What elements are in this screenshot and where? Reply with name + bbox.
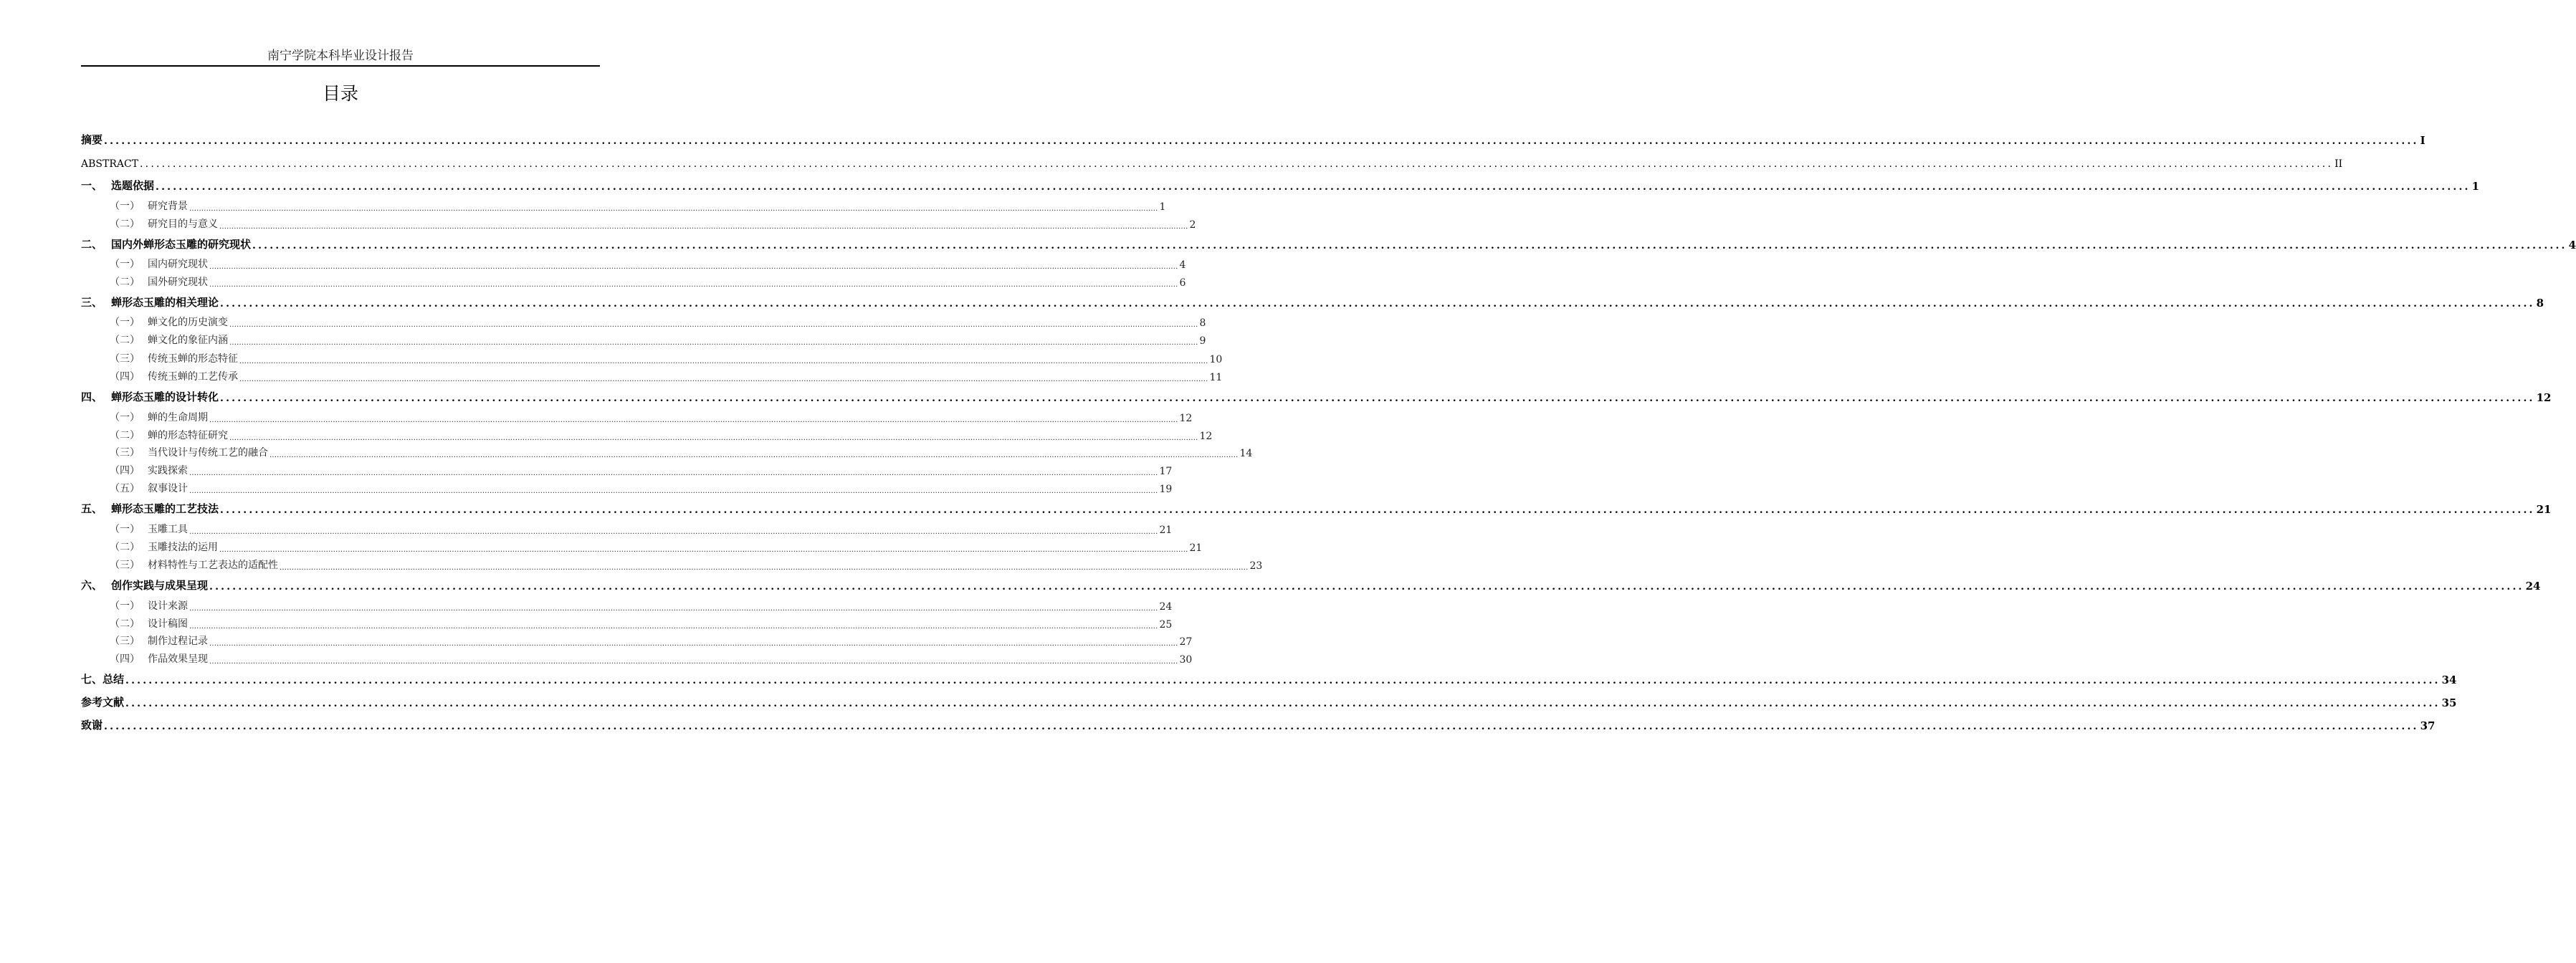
toc-entry-label: 蝉的形态特征研究 xyxy=(148,430,228,441)
toc-page-number: 17 xyxy=(1159,466,1173,477)
toc-page-number: 8 xyxy=(2536,297,2544,310)
toc-entry-label: 七、总结 xyxy=(81,673,125,686)
toc-entry[interactable] xyxy=(81,632,1193,648)
toc-dot-leader: ................................................................................................................................................................................................................................................................................................................................................................................................................ xyxy=(239,375,1208,383)
toc-entry-label: 国内研究现状 xyxy=(148,259,208,270)
toc-dot-leader: ................................................................................................................................................................................................................................................................................................................................................................................................................ xyxy=(189,205,1158,213)
toc-page-number: 35 xyxy=(2441,696,2457,709)
toc-entry-number: （一） xyxy=(110,201,140,212)
toc-entry-label: 设计稿图 xyxy=(148,618,188,630)
toc-dot-leader: ................................................................................................................................................................................................................................................................................................................................................................................................................ xyxy=(209,640,1178,648)
toc-dot-leader: ................................................................................................................................................................................................................................................................................................................................................................................................................ xyxy=(189,605,1158,613)
toc-entry-label: 研究目的与意义 xyxy=(148,219,218,230)
toc-page-number: 25 xyxy=(1159,619,1173,631)
toc-entry[interactable] xyxy=(81,313,1206,329)
toc-entry-number: （二） xyxy=(110,618,140,630)
toc-page-number: 6 xyxy=(1179,277,1186,289)
toc-dot-leader: ................................................................................................................................................................................................................................................................................................................................................................................................................ xyxy=(220,393,2535,404)
toc-page-number: 21 xyxy=(1189,542,1203,554)
toc-entry-number: （四） xyxy=(110,465,140,476)
toc-entry-label: 摘要 xyxy=(81,133,103,146)
toc-dot-leader: ................................................................................................................................................................................................................................................................................................................................................................................................................ xyxy=(140,158,2334,170)
toc-dot-leader: ................................................................................................................................................................................................................................................................................................................................................................................................................ xyxy=(220,504,2535,516)
toc-dot-leader: ................................................................................................................................................................................................................................................................................................................................................................................................................ xyxy=(229,339,1198,347)
toc-entry[interactable] xyxy=(81,671,2457,686)
toc-entry-number: （四） xyxy=(110,653,140,665)
toc-entry[interactable] xyxy=(81,408,1193,424)
toc-entry-number: （一） xyxy=(110,600,140,612)
toc-dot-leader: ................................................................................................................................................................................................................................................................................................................................................................................................................ xyxy=(269,451,1239,459)
toc-dot-leader: ................................................................................................................................................................................................................................................................................................................................................................................................................ xyxy=(219,223,1188,231)
toc-entry-label: 制作过程记录 xyxy=(148,636,208,647)
toc-page-number: 23 xyxy=(1249,560,1263,572)
toc-page-number: 12 xyxy=(1199,431,1213,442)
toc-dot-leader: ................................................................................................................................................................................................................................................................................................................................................................................................................ xyxy=(189,469,1158,477)
toc-entry-number: 六、 xyxy=(81,579,103,592)
toc-page-number: 21 xyxy=(2536,503,2552,516)
toc-entry[interactable] xyxy=(81,236,2576,251)
toc-page-number: 37 xyxy=(2420,719,2436,732)
toc-entry[interactable] xyxy=(81,197,1166,213)
toc-entry[interactable] xyxy=(81,444,1253,459)
toc-entry[interactable] xyxy=(81,461,1173,477)
toc-entry-label: 国内外蝉形态玉雕的研究现状 xyxy=(111,238,252,251)
toc-page-number: 9 xyxy=(1199,335,1206,347)
toc-entry-number: （三） xyxy=(110,636,140,647)
toc-entry[interactable] xyxy=(81,650,1193,666)
toc-entry-number: （三） xyxy=(110,353,140,365)
toc-entry-number: （三） xyxy=(110,447,140,459)
toc-entry-number: （一） xyxy=(110,259,140,270)
toc-page-number: I xyxy=(2420,134,2425,147)
toc-page-number: 27 xyxy=(1179,636,1193,648)
toc-entry-label: 传统玉蝉的形态特征 xyxy=(148,353,238,365)
toc-entry[interactable] xyxy=(81,154,2343,170)
toc-page-number: 30 xyxy=(1179,654,1193,666)
toc-entry[interactable] xyxy=(81,556,1263,572)
toc-entry-label: 蝉形态玉雕的工艺技法 xyxy=(111,502,219,515)
toc-dot-leader: ................................................................................................................................................................................................................................................................................................................................................................................................................ xyxy=(189,623,1158,631)
toc-entry-label: 设计来源 xyxy=(148,600,188,612)
toc-entry[interactable] xyxy=(81,331,1206,347)
toc-entry[interactable] xyxy=(81,177,2480,193)
toc-entry-number: 二、 xyxy=(81,238,103,251)
toc-entry-number: （一） xyxy=(110,412,140,423)
toc-page-number: 11 xyxy=(1209,372,1223,383)
toc-dot-leader: ................................................................................................................................................................................................................................................................................................................................................................................................................ xyxy=(156,181,2471,193)
toc-entry[interactable] xyxy=(81,273,1186,289)
toc-entry-label: 实践探索 xyxy=(148,465,188,476)
toc-entry-label: 玉雕工具 xyxy=(148,524,188,535)
toc-dot-leader: ................................................................................................................................................................................................................................................................................................................................................................................................................ xyxy=(189,487,1158,495)
toc-title: 目录 xyxy=(322,83,358,104)
toc-dot-leader: ................................................................................................................................................................................................................................................................................................................................................................................................................ xyxy=(252,240,2567,251)
toc-entry[interactable] xyxy=(81,500,2552,516)
toc-page-number: 1 xyxy=(2471,180,2480,193)
toc-page-number: 34 xyxy=(2441,674,2457,686)
toc-dot-leader: ................................................................................................................................................................................................................................................................................................................................................................................................................ xyxy=(220,298,2535,310)
toc-entry-number: 三、 xyxy=(81,296,103,309)
toc-page-number: 21 xyxy=(1159,524,1173,536)
toc-entry[interactable] xyxy=(81,694,2457,709)
toc-entry-number: （二） xyxy=(110,430,140,441)
toc-entry-number: （一） xyxy=(110,317,140,328)
toc-entry-number: （二） xyxy=(110,219,140,230)
toc-page-number: 12 xyxy=(1179,413,1193,424)
toc-entry-label: 叙事设计 xyxy=(148,483,188,494)
toc-page-number: 12 xyxy=(2536,391,2552,404)
toc-entry[interactable] xyxy=(81,368,1223,383)
toc-entry[interactable] xyxy=(81,538,1203,554)
toc-entry[interactable] xyxy=(81,294,2544,310)
toc-entry-number: 四、 xyxy=(81,391,103,403)
toc-entry-label: 蝉文化的象征内涵 xyxy=(148,335,228,346)
toc-page-number: II xyxy=(2334,158,2343,170)
page-header: 南宁学院本科毕业设计报告 xyxy=(267,49,414,63)
toc-entry[interactable] xyxy=(81,597,1173,613)
toc-entry-number: （五） xyxy=(110,483,140,494)
toc-entry[interactable] xyxy=(81,615,1173,631)
toc-entry-number: （二） xyxy=(110,542,140,553)
toc-dot-leader: ................................................................................................................................................................................................................................................................................................................................................................................................................ xyxy=(104,135,2419,147)
toc-page-number: 4 xyxy=(1179,259,1186,271)
toc-entry[interactable] xyxy=(81,717,2436,732)
toc-entry-label: 蝉的生命周期 xyxy=(148,412,208,423)
toc-page-number: 10 xyxy=(1209,354,1223,365)
toc-dot-leader: ................................................................................................................................................................................................................................................................................................................................................................................................................ xyxy=(280,564,1249,572)
toc-entry-label: 材料特性与工艺表达的适配性 xyxy=(148,560,278,571)
toc-entry[interactable] xyxy=(81,350,1223,365)
toc-dot-leader: ................................................................................................................................................................................................................................................................................................................................................................................................................ xyxy=(209,581,2524,593)
toc-page-number: 19 xyxy=(1159,484,1173,495)
toc-dot-leader: ................................................................................................................................................................................................................................................................................................................................................................................................................ xyxy=(229,321,1198,329)
toc-entry-number: 一、 xyxy=(81,179,103,192)
toc-entry-label: 蝉形态玉雕的设计转化 xyxy=(111,391,219,403)
toc-dot-leader: ................................................................................................................................................................................................................................................................................................................................................................................................................ xyxy=(219,546,1188,554)
toc-dot-leader: ................................................................................................................................................................................................................................................................................................................................................................................................................ xyxy=(125,698,2441,709)
toc-entry-number: （二） xyxy=(110,335,140,346)
toc-dot-leader: ................................................................................................................................................................................................................................................................................................................................................................................................................ xyxy=(209,281,1178,289)
toc-entry-number: （二） xyxy=(110,277,140,288)
toc-page-number: 1 xyxy=(1159,201,1166,213)
toc-entry[interactable] xyxy=(81,479,1173,495)
toc-dot-leader: ................................................................................................................................................................................................................................................................................................................................................................................................................ xyxy=(209,263,1178,271)
toc-entry-label: 致谢 xyxy=(81,719,103,732)
toc-dot-leader: ................................................................................................................................................................................................................................................................................................................................................................................................................ xyxy=(229,434,1198,442)
toc-page-number: 24 xyxy=(1159,601,1173,613)
toc-entry-number: 五、 xyxy=(81,502,103,515)
toc-entry-label: 参考文献 xyxy=(81,696,125,709)
toc-page-number: 2 xyxy=(1189,219,1196,231)
toc-entry-number: （三） xyxy=(110,560,140,571)
toc-dot-leader: ................................................................................................................................................................................................................................................................................................................................................................................................................ xyxy=(209,658,1178,666)
toc-entry-label: 传统玉蝉的工艺传承 xyxy=(148,371,238,383)
toc-entry[interactable] xyxy=(81,255,1186,271)
toc-entry-label: 蝉文化的历史演变 xyxy=(148,317,228,328)
toc-page-number: 24 xyxy=(2525,580,2541,593)
toc-dot-leader: ................................................................................................................................................................................................................................................................................................................................................................................................................ xyxy=(209,416,1178,424)
toc-page-number: 4 xyxy=(2568,239,2576,251)
toc-entry-label: 创作实践与成果呈现 xyxy=(111,579,209,592)
toc-dot-leader: ................................................................................................................................................................................................................................................................................................................................................................................................................ xyxy=(104,721,2419,732)
toc-entry-number: （四） xyxy=(110,371,140,383)
toc-dot-leader: ................................................................................................................................................................................................................................................................................................................................................................................................................ xyxy=(125,675,2441,686)
toc-page-number: 14 xyxy=(1239,448,1253,459)
toc-entry[interactable] xyxy=(81,215,1196,231)
toc-entry[interactable] xyxy=(81,426,1213,442)
toc-entry-label: 蝉形态玉雕的相关理论 xyxy=(111,296,219,309)
toc-entry-label: 当代设计与传统工艺的融合 xyxy=(148,447,268,459)
toc-entry-label: 作品效果呈现 xyxy=(148,653,208,665)
toc-entry[interactable] xyxy=(81,520,1173,536)
toc-entry[interactable] xyxy=(81,388,2552,404)
toc-entry-label: 国外研究现状 xyxy=(148,277,208,288)
toc-dot-leader: ................................................................................................................................................................................................................................................................................................................................................................................................................ xyxy=(189,528,1158,536)
toc-entry-label: ABSTRACT xyxy=(81,158,139,170)
header-rule xyxy=(81,65,600,67)
toc-entry-label: 选题依据 xyxy=(111,179,155,192)
toc-entry[interactable] xyxy=(81,131,2425,147)
toc-page-number: 8 xyxy=(1199,317,1206,329)
toc-entry-label: 玉雕技法的运用 xyxy=(148,542,218,553)
toc-entry[interactable] xyxy=(81,577,2541,593)
toc-entry-number: （一） xyxy=(110,524,140,535)
toc-dot-leader: ................................................................................................................................................................................................................................................................................................................................................................................................................ xyxy=(239,358,1208,365)
toc-entry-label: 研究背景 xyxy=(148,201,188,212)
